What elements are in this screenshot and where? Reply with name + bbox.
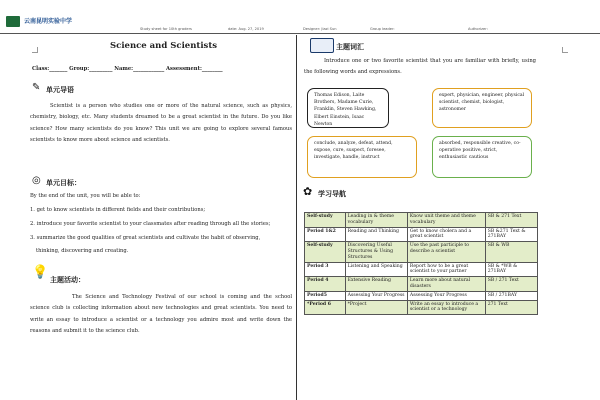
- vocab-box-professions: expert, physician, engineer, physical scientist, chemist, biologist, astronomer: [432, 88, 532, 128]
- goals-intro: By the end of the unit, you will be able to:: [30, 193, 141, 199]
- section-activity-title: 主题活动：: [50, 276, 85, 284]
- table-cell-material: SB &271 Text & 271BAY: [485, 227, 537, 242]
- vocab-box-adjectives: absorbed, responsible creative, co-operative positive, strict, enthusiastic cautious: [432, 136, 532, 178]
- margin-mark: [562, 47, 568, 53]
- vocabulary-book-icon: [310, 38, 334, 53]
- table-cell-period: Period 3: [305, 262, 346, 277]
- vocabulary-intro: Introduce one or two favorite scientist that you are familiar with briefly, using the following words and expressions.: [304, 58, 536, 76]
- table-cell-goal: Report how to be a great scientist to your partner: [407, 262, 485, 277]
- lightbulb-icon: 💡: [32, 265, 49, 280]
- table-cell-topic: Listening and Speaking: [345, 262, 407, 277]
- table-cell-material: SB / 271BAY: [485, 291, 537, 300]
- table-cell-material: SB & WB: [485, 242, 537, 262]
- goal-item-3-cont: thinking, discovering and creating.: [36, 248, 129, 254]
- study-sheet-label: Study sheet for 10th graders: [140, 27, 192, 31]
- table-row: [305, 291, 538, 300]
- vocab-box-scientists: Thomas Edison, Laite Brothers, Madame Curie, Franklin, Steven Hawking, Elbert Einstein, Isaac Newton: [307, 88, 389, 128]
- table-cell-period: Period5: [305, 291, 346, 300]
- goal-item-1: 1. get to know scientists in different fields and their contributions;: [30, 207, 206, 213]
- table-cell-period: *Period 6: [305, 300, 346, 315]
- target-icon: ◎: [32, 175, 41, 186]
- table-row: [305, 227, 538, 242]
- table-cell-topic: Extensive Reading: [345, 277, 407, 292]
- document-header: [0, 0, 600, 30]
- section-goals-title: 单元目标：: [46, 179, 81, 187]
- compass-icon: ✿: [303, 185, 313, 198]
- table-cell-period: Self-study: [305, 213, 346, 228]
- study-guide-table: [304, 212, 538, 315]
- table-cell-goal: Get to know cholera and a great scientist: [407, 227, 485, 242]
- margin-mark: [32, 47, 38, 53]
- table-cell-topic: Assessing Your Progress: [345, 291, 407, 300]
- book-icon: ✎: [32, 82, 41, 93]
- vocab-box-verbs: conclude, analyze, defeat, attend, expose, cure, suspect, foresee, investigate, handle, instruct: [307, 136, 417, 178]
- column-divider: [296, 35, 297, 400]
- table-cell-goal: Use the past participle to describe a scientist: [407, 242, 485, 262]
- school-logo-icon: [6, 16, 20, 27]
- goal-item-2: 2. introduce your favorite scientist to your classmates after reading through all the stories;: [30, 221, 271, 227]
- table-cell-material: 271 Text: [485, 300, 537, 315]
- table-cell-goal: Learn more about natural disasters: [407, 277, 485, 292]
- header-rule: [0, 33, 600, 34]
- activity-text: The Science and Technology Festival of our school is coming and the school science club is collecting information about new technologies and great scientists. You need to write an essay to introduce a scientist or a technology you admire most and write down the reasons and submit it to the science club.: [30, 294, 292, 335]
- school-name: 云南昆明实验中学: [24, 18, 73, 25]
- unit-intro-text: Scientist is a person who studies one or more of the natural science, such as physics, chemistry, biology, etc. Many students dreamed to be a great scientist in the future. Do you like science? How many scientists do you know? This unit we are going to explore several famous scientists to know more about science and scientists.: [30, 103, 292, 144]
- table-row: [305, 213, 538, 228]
- table-cell-period: Self-study: [305, 242, 346, 262]
- table-cell-period: Period 4: [305, 277, 346, 292]
- date-label: date: Aug. 27, 2019: [228, 27, 264, 31]
- designer-label: Designer: Jiazi Sun: [303, 27, 337, 31]
- table-row: [305, 242, 538, 262]
- student-info-fields: Class:_______ Group:_________ Name:____________ Assessment:________: [32, 66, 223, 72]
- table-cell-goal: Know unit theme and theme vocabulary: [407, 213, 485, 228]
- section-study-guide-title: 学习导航: [318, 190, 346, 198]
- page-title: Science and Scientists: [110, 41, 218, 51]
- table-cell-topic: Discovering Useful Structures & Using Structures: [345, 242, 407, 262]
- authorizer-label: Authorizer:: [468, 27, 488, 31]
- table-row: [305, 277, 538, 292]
- table-row: [305, 300, 538, 315]
- table-cell-material: SB & 271 Text: [485, 213, 537, 228]
- table-cell-goal: Assessing Your Progress: [407, 291, 485, 300]
- group-leader-label: Group leader:: [370, 27, 395, 31]
- section-unit-intro-title: 单元导语: [46, 86, 74, 94]
- table-cell-material: SB & *WB & 271BAY: [485, 262, 537, 277]
- table-cell-topic: Leading in & theme vocabulary: [345, 213, 407, 228]
- table-cell-period: Period 1&2: [305, 227, 346, 242]
- table-row: [305, 262, 538, 277]
- table-cell-topic: Reading and Thinking: [345, 227, 407, 242]
- table-cell-topic: *Project: [345, 300, 407, 315]
- section-vocabulary-title: 主题词汇: [336, 43, 364, 51]
- table-cell-material: SB / 271 Text: [485, 277, 537, 292]
- table-cell-goal: Write an essay to introduce a scientist or a technology: [407, 300, 485, 315]
- goal-item-3: 3. summarize the good qualities of great scientists and cultivate the habit of observing,: [30, 235, 261, 241]
